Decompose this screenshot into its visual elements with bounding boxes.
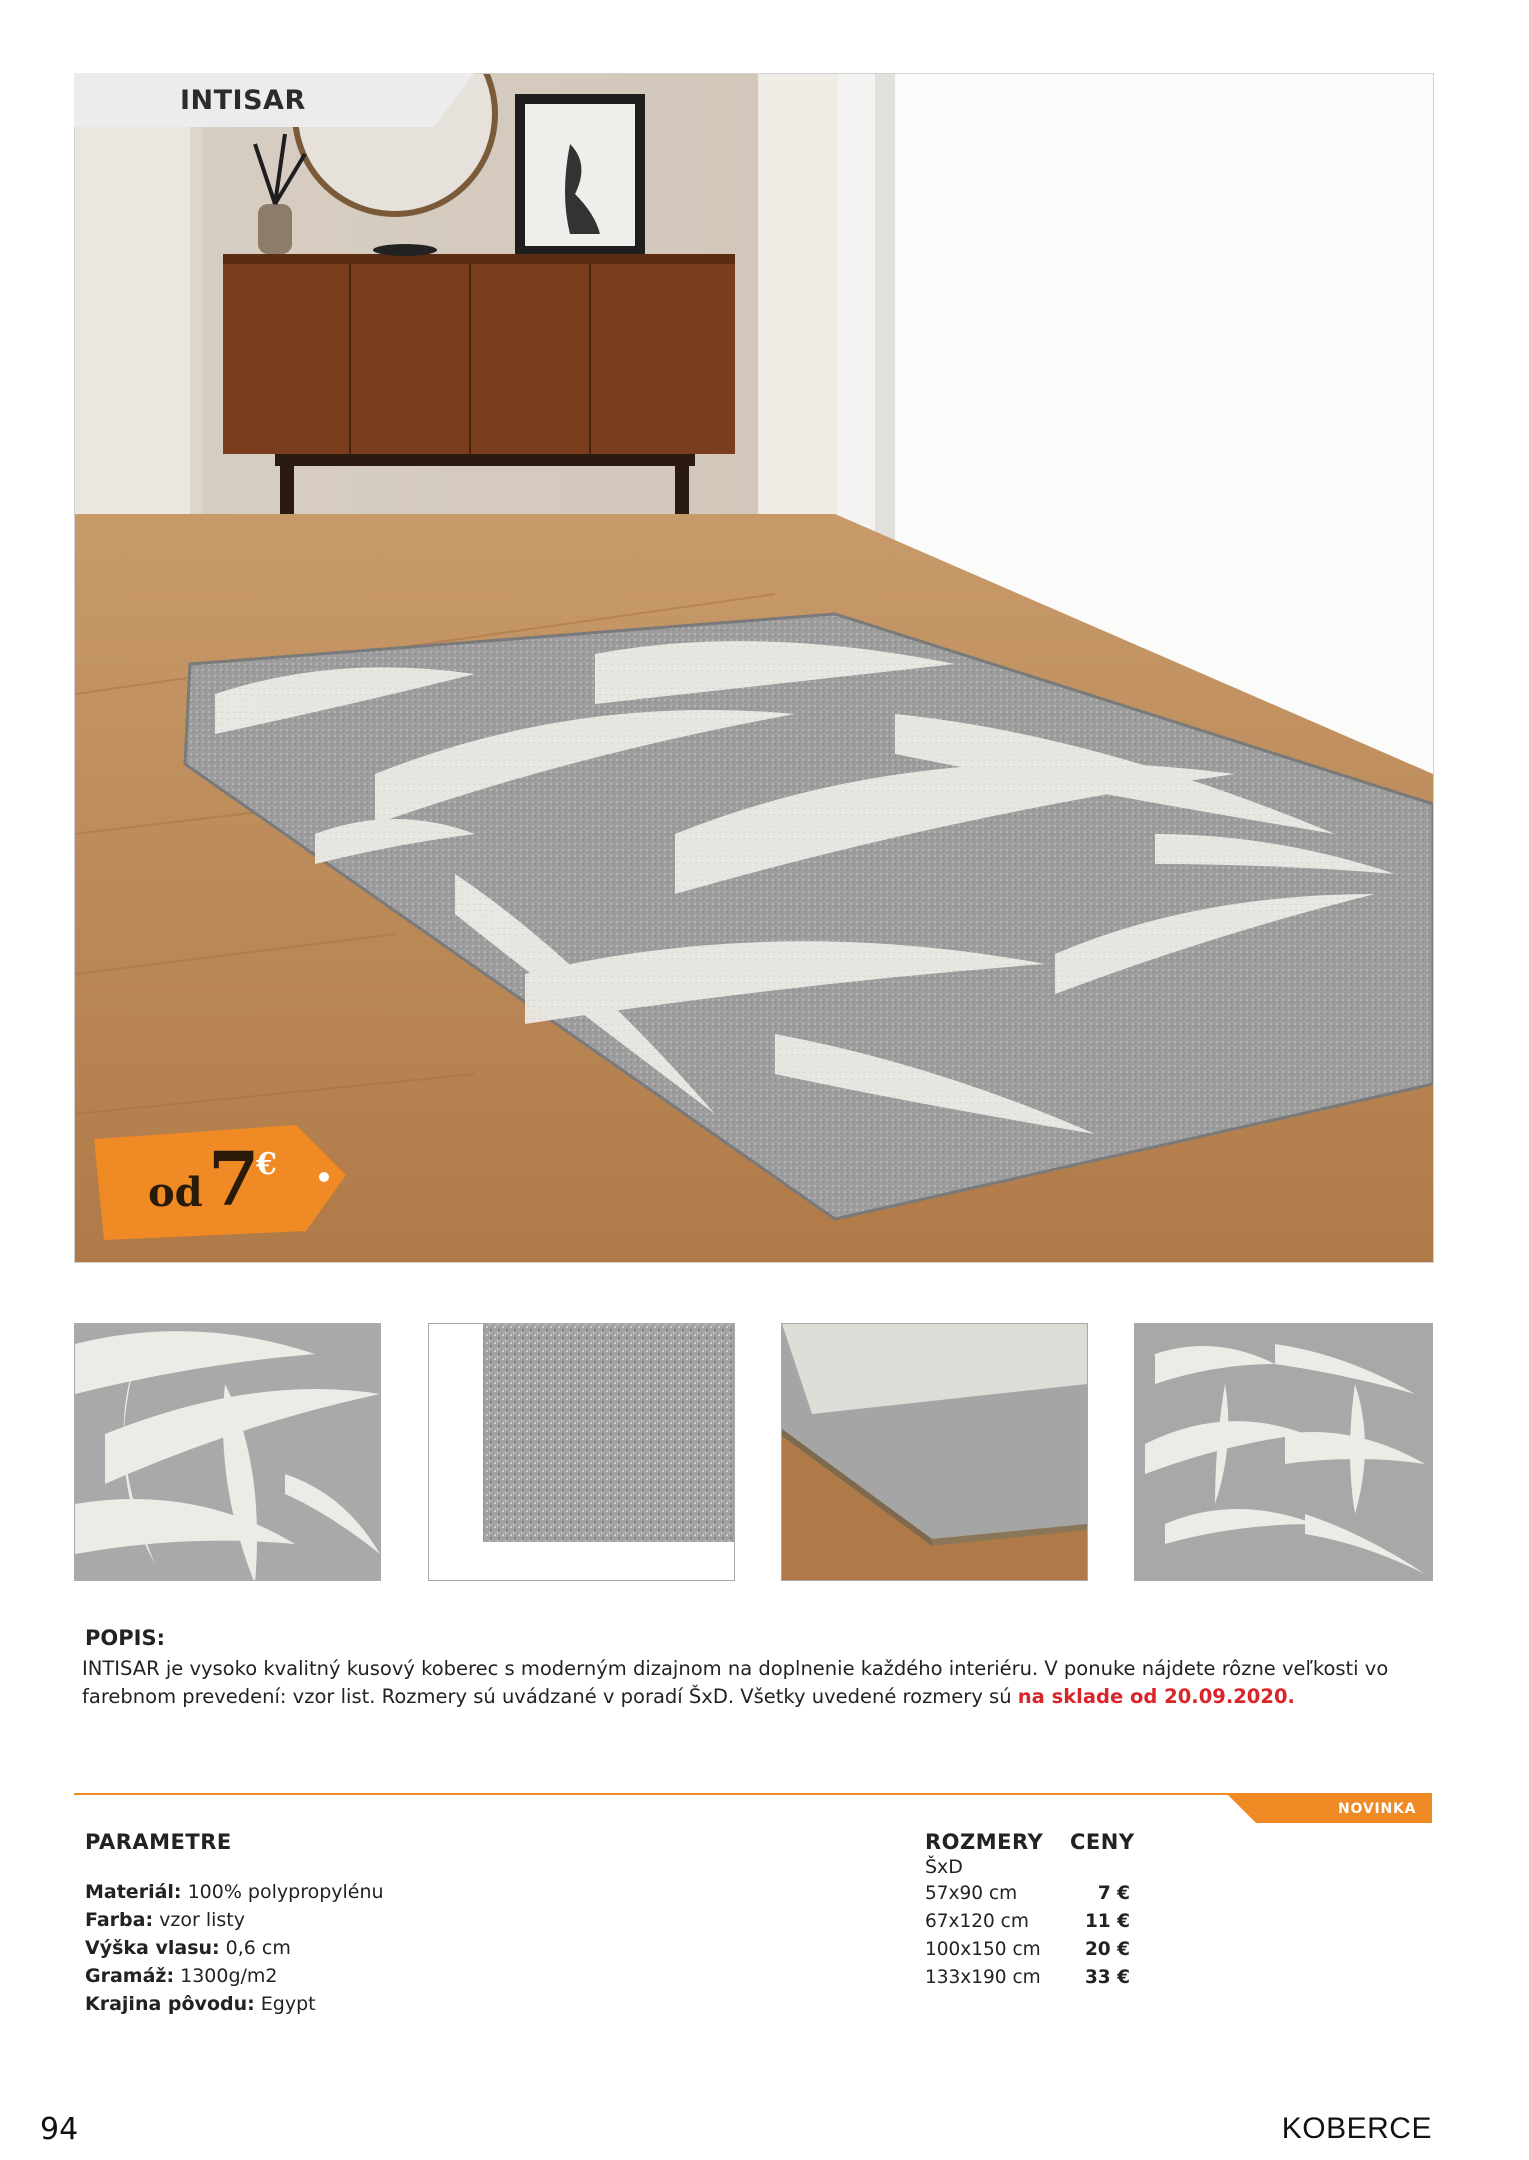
- parameter-row: [85, 1934, 384, 1962]
- parameter-value: 1300g/m2: [180, 1965, 278, 1987]
- price-value-row: 20 €: [1084, 1939, 1130, 1960]
- parameters-list: [85, 1878, 384, 2018]
- section-name: KOBERCE: [1281, 2112, 1432, 2145]
- prices-list: [1060, 1880, 1130, 1992]
- parameter-row: [85, 1878, 384, 1906]
- price-value: 7: [208, 1137, 260, 1223]
- size-value: 57x90 cm: [925, 1883, 1018, 1904]
- price-currency: €: [256, 1147, 277, 1182]
- parameter-label: Krajina pôvodu:: [85, 1993, 255, 2015]
- sizes-subheading: ŠxD: [925, 1856, 963, 1878]
- thumbnail-texture-detail: [428, 1323, 735, 1581]
- parameter-row: [85, 1990, 384, 2018]
- prices-heading: CENY: [1070, 1830, 1135, 1854]
- size-value: 67x120 cm: [925, 1911, 1029, 1932]
- thumbnail-full-pattern-image: [1135, 1324, 1432, 1580]
- parameter-value: 100% polypropylénu: [187, 1881, 384, 1903]
- parameter-label: Farba:: [85, 1909, 154, 1931]
- thumbnail-pattern-closeup-image: [75, 1324, 380, 1580]
- sizes-list: [925, 1880, 1041, 1992]
- parameter-label: Materiál:: [85, 1881, 182, 1903]
- thumbnail-edge-detail-image: [782, 1324, 1087, 1580]
- size-value: 100x150 cm: [925, 1939, 1041, 1960]
- stock-date-highlight: na sklade od 20.09.2020.: [1017, 1685, 1295, 1708]
- product-title-tab: [74, 73, 474, 127]
- parameter-row: [85, 1962, 384, 1990]
- parameter-label: Gramáž:: [85, 1965, 175, 1987]
- price-tag: [84, 1125, 346, 1240]
- product-title: INTISAR: [180, 85, 306, 116]
- price-value-row: 33 €: [1084, 1967, 1130, 1988]
- price-prefix: od: [148, 1169, 203, 1216]
- page-number: 94: [40, 2112, 79, 2147]
- description-text: [82, 1655, 1432, 1711]
- parameter-value: 0,6 cm: [225, 1937, 291, 1959]
- size-value: 133x190 cm: [925, 1967, 1041, 1988]
- price-value-row: 7 €: [1097, 1883, 1130, 1904]
- sizes-heading: ROZMERY: [925, 1830, 1044, 1854]
- thumbnail-edge-detail: [781, 1323, 1088, 1581]
- novinka-badge: [1228, 1795, 1432, 1823]
- thumbnail-full-pattern: [1134, 1323, 1433, 1581]
- description-heading: POPIS:: [85, 1626, 165, 1650]
- thumbnail-pattern-closeup: [74, 1323, 381, 1581]
- parameter-value: Egypt: [260, 1993, 316, 2015]
- price-value-row: 11 €: [1084, 1911, 1130, 1932]
- description-body: INTISAR je vysoko kvalitný kusový koberec s moderným dizajnom na doplnenie každého interiéru. V ponuke nájdete rôzne veľkosti vo farebnom prevedení: vzor list. Rozmery sú uvádzané v poradí ŠxD. Všetky uvedené rozmery sú: [82, 1657, 1389, 1708]
- hero-photo: [74, 73, 1434, 1263]
- parameter-row: [85, 1906, 384, 1934]
- novinka-label: NOVINKA: [1338, 1801, 1417, 1817]
- parameter-value: vzor listy: [159, 1909, 245, 1931]
- parameters-heading: PARAMETRE: [85, 1830, 232, 1854]
- parameter-label: Výška vlasu:: [85, 1937, 220, 1959]
- thumbnail-texture-detail-image: [429, 1324, 734, 1580]
